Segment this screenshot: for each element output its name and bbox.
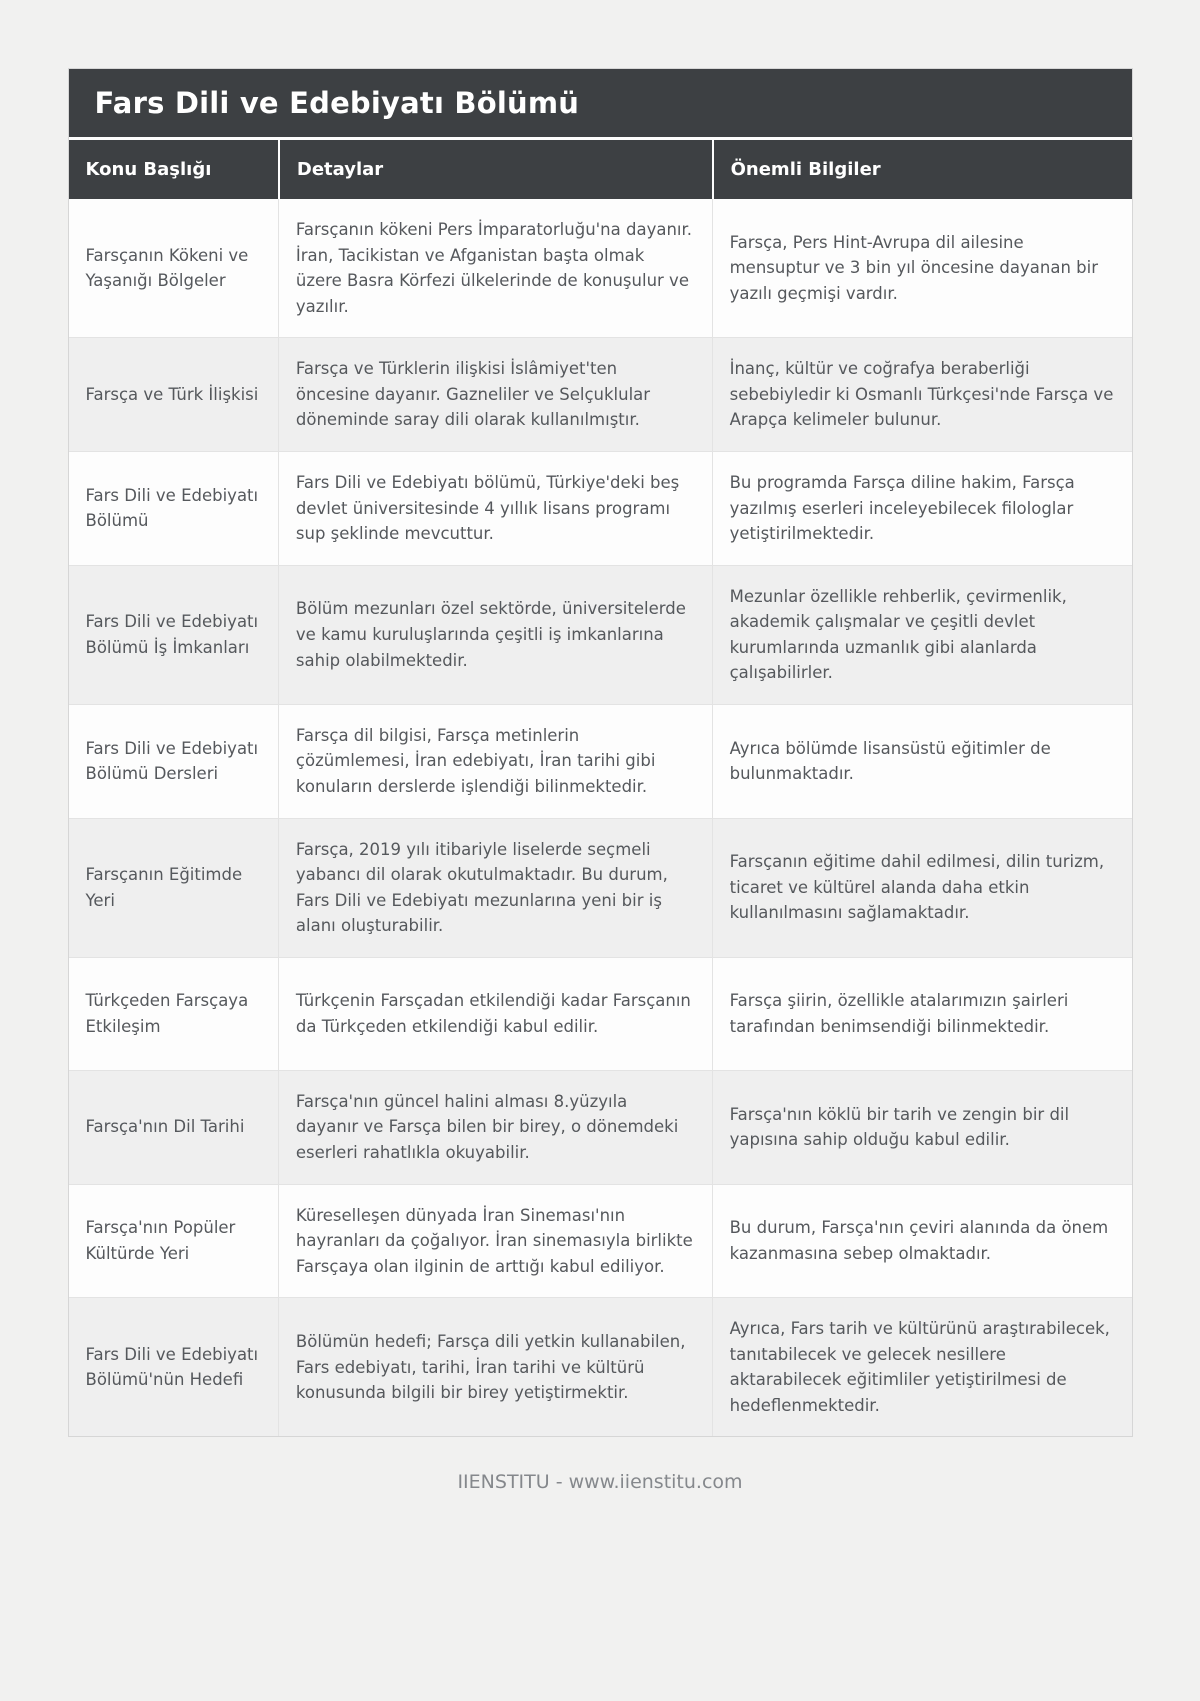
info-text: Farsça şiirin, özellikle atalarımızın şairleri tarafından benimsendiği bilinmektedir. [729, 991, 1069, 1036]
topic-text: Farsça'nın Popüler Kültürde Yeri [85, 1218, 236, 1263]
topic-cell [69, 819, 278, 957]
info-cell [712, 705, 1132, 818]
details-text: Farsça'nın güncel halini alması 8.yüzyıla dayanır ve Farsça bilen bir birey, o dönemdeki eserleri rahatlıkla okuyabilir. [295, 1091, 679, 1162]
table-row [69, 957, 1132, 1070]
table-row [69, 1070, 1132, 1184]
details-text: Fars Dili ve Edebiyatı bölümü, Türkiye'deki beş devlet üniversitesinde 4 yıllık lisans programı sup şeklinde mevcuttur. [295, 472, 680, 544]
persian-department-table [68, 68, 1133, 1437]
info-cell [712, 199, 1132, 337]
topic-text: Farsça ve Türk İlişkisi [85, 384, 259, 404]
topic-cell [69, 338, 278, 451]
column-header-topic: Konu Başlığı [85, 159, 212, 180]
topic-text: Fars Dili ve Edebiyatı Bölümü'nün Hedefi [85, 1344, 259, 1390]
topic-text: Fars Dili ve Edebiyatı Bölümü Dersleri [85, 738, 259, 784]
details-text: Türkçenin Farsçadan etkilendiği kadar Farsçanın da Türkçeden etkilendiği kabul edilir. [295, 991, 691, 1036]
table-header-row [69, 140, 1132, 199]
table-title-bar [69, 69, 1132, 140]
info-cell [712, 1185, 1132, 1298]
info-cell [712, 819, 1132, 957]
info-cell [712, 338, 1132, 451]
details-text: Bölüm mezunları özel sektörde, üniversitelerde ve kamu kuruluşlarında çeşitli iş imkanlarına sahip olabilmektedir. [295, 599, 686, 670]
topic-cell [69, 705, 278, 818]
info-text: Farsça, Pers Hint-Avrupa dil ailesine mensuptur ve 3 bin yıl öncesine dayanan bir yazılı geçmişi vardır. [729, 232, 1098, 303]
column-header-details: Detaylar [278, 140, 712, 199]
details-text: Farsçanın kökeni Pers İmparatorluğu'na dayanır. İran, Tacikistan ve Afganistan başta olmak üzere Basra Körfezi ülkelerinde de konuşulur ve yazılır. [295, 220, 693, 316]
details-cell [278, 958, 712, 1070]
details-cell [278, 1071, 712, 1184]
topic-cell [69, 1185, 278, 1298]
info-text: Ayrıca bölümde lisansüstü eğitimler de bulunmaktadır. [729, 738, 1051, 784]
table-row [69, 199, 1132, 337]
info-cell [712, 566, 1132, 704]
details-text: Farsça dil bilgisi, Farsça metinlerin çözümlemesi, İran edebiyatı, İran tarihi gibi konuların derslerde işlendiği bilinmektedir. [295, 725, 656, 796]
footer-text: IIENSTITU - www.iienstitu.com [457, 1471, 743, 1494]
topic-text: Fars Dili ve Edebiyatı Bölümü İş İmkanları [85, 612, 259, 657]
table-body [69, 199, 1132, 1436]
table-row [69, 704, 1132, 818]
details-cell [278, 452, 712, 565]
info-text: Farsçanın eğitime dahil edilmesi, dilin turizm, ticaret ve kültürel alanda daha etkin kullanılmasını sağlamaktadır. [729, 852, 1105, 923]
topic-text: Farsça'nın Dil Tarihi [85, 1117, 245, 1137]
details-cell [278, 566, 712, 704]
topic-cell [69, 1298, 278, 1436]
topic-cell [69, 199, 278, 337]
column-header-info: Önemli Bilgiler [712, 140, 1132, 199]
details-cell [278, 705, 712, 818]
topic-text: Fars Dili ve Edebiyatı Bölümü [85, 485, 259, 531]
topic-text: Farsçanın Kökeni ve Yaşanığı Bölgeler [85, 245, 249, 291]
table-row [69, 565, 1132, 704]
topic-text: Farsçanın Eğitimde Yeri [85, 865, 243, 910]
topic-cell [69, 958, 278, 1070]
topic-cell [69, 566, 278, 704]
details-text: Farsça, 2019 yılı itibariyle liselerde seçmeli yabancı dil olarak okutulmaktadır. Bu durum, Fars Dili ve Edebiyatı mezunlarına yeni bir iş alanı oluşturabilir. [295, 839, 668, 936]
info-text: Ayrıca, Fars tarih ve kültürünü araştırabilecek, tanıtabilecek ve gelecek nesillere aktarabilecek eğitimliler yetiştirilmesi de hedeflenmektedir. [729, 1319, 1110, 1415]
table-row [69, 337, 1132, 451]
info-text: İnanç, kültür ve coğrafya beraberliği sebebiyledir ki Osmanlı Türkçesi'nde Farsça ve Arapça kelimeler bulunur. [729, 359, 1114, 430]
details-text: Bölümün hedefi; Farsça dili yetkin kullanabilen, Fars edebiyatı, tarihi, İran tarihi ve kültürü konusunda bilgili bir birey yetiştirmektir. [295, 1331, 686, 1403]
details-cell [278, 1185, 712, 1298]
info-cell [712, 1298, 1132, 1436]
details-cell [278, 819, 712, 957]
details-cell [278, 1298, 712, 1436]
table-row [69, 1184, 1132, 1298]
info-text: Bu durum, Farsça'nın çeviri alanında da önem kazanmasına sebep olmaktadır. [729, 1218, 1109, 1263]
topic-text: Türkçeden Farsçaya Etkileşim [85, 991, 249, 1036]
topic-cell [69, 1071, 278, 1184]
details-text: Küreselleşen dünyada İran Sineması'nın hayranları da çoğalıyor. İran sinemasıyla birlikte Farsçaya olan ilginin de arttığı kabul ediliyor. [295, 1205, 693, 1276]
info-text: Mezunlar özellikle rehberlik, çevirmenlik, akademik çalışmalar ve çeşitli devlet kurumlarında uzmanlık gibi alanlarda çalışabilirler. [729, 586, 1067, 683]
table-row [69, 818, 1132, 957]
info-cell [712, 452, 1132, 565]
page-title: Fars Dili ve Edebiyatı Bölümü [94, 86, 580, 120]
details-text: Farsça ve Türklerin ilişkisi İslâmiyet'ten öncesine dayanır. Gazneliler ve Selçuklular döneminde saray dili olarak kullanılmıştır. [295, 359, 651, 430]
info-text: Farsça'nın köklü bir tarih ve zengin bir dil yapısına sahip olduğu kabul edilir. [729, 1104, 1070, 1150]
topic-cell [69, 452, 278, 565]
info-text: Bu programda Farsça diline hakim, Farsça yazılmış eserleri inceleyebilecek filologlar yetiştirilmektedir. [729, 472, 1075, 544]
info-cell [712, 1071, 1132, 1184]
info-cell [712, 958, 1132, 1070]
table-row [69, 1297, 1132, 1436]
details-cell [278, 338, 712, 451]
table-row [69, 451, 1132, 565]
details-cell [278, 199, 712, 337]
